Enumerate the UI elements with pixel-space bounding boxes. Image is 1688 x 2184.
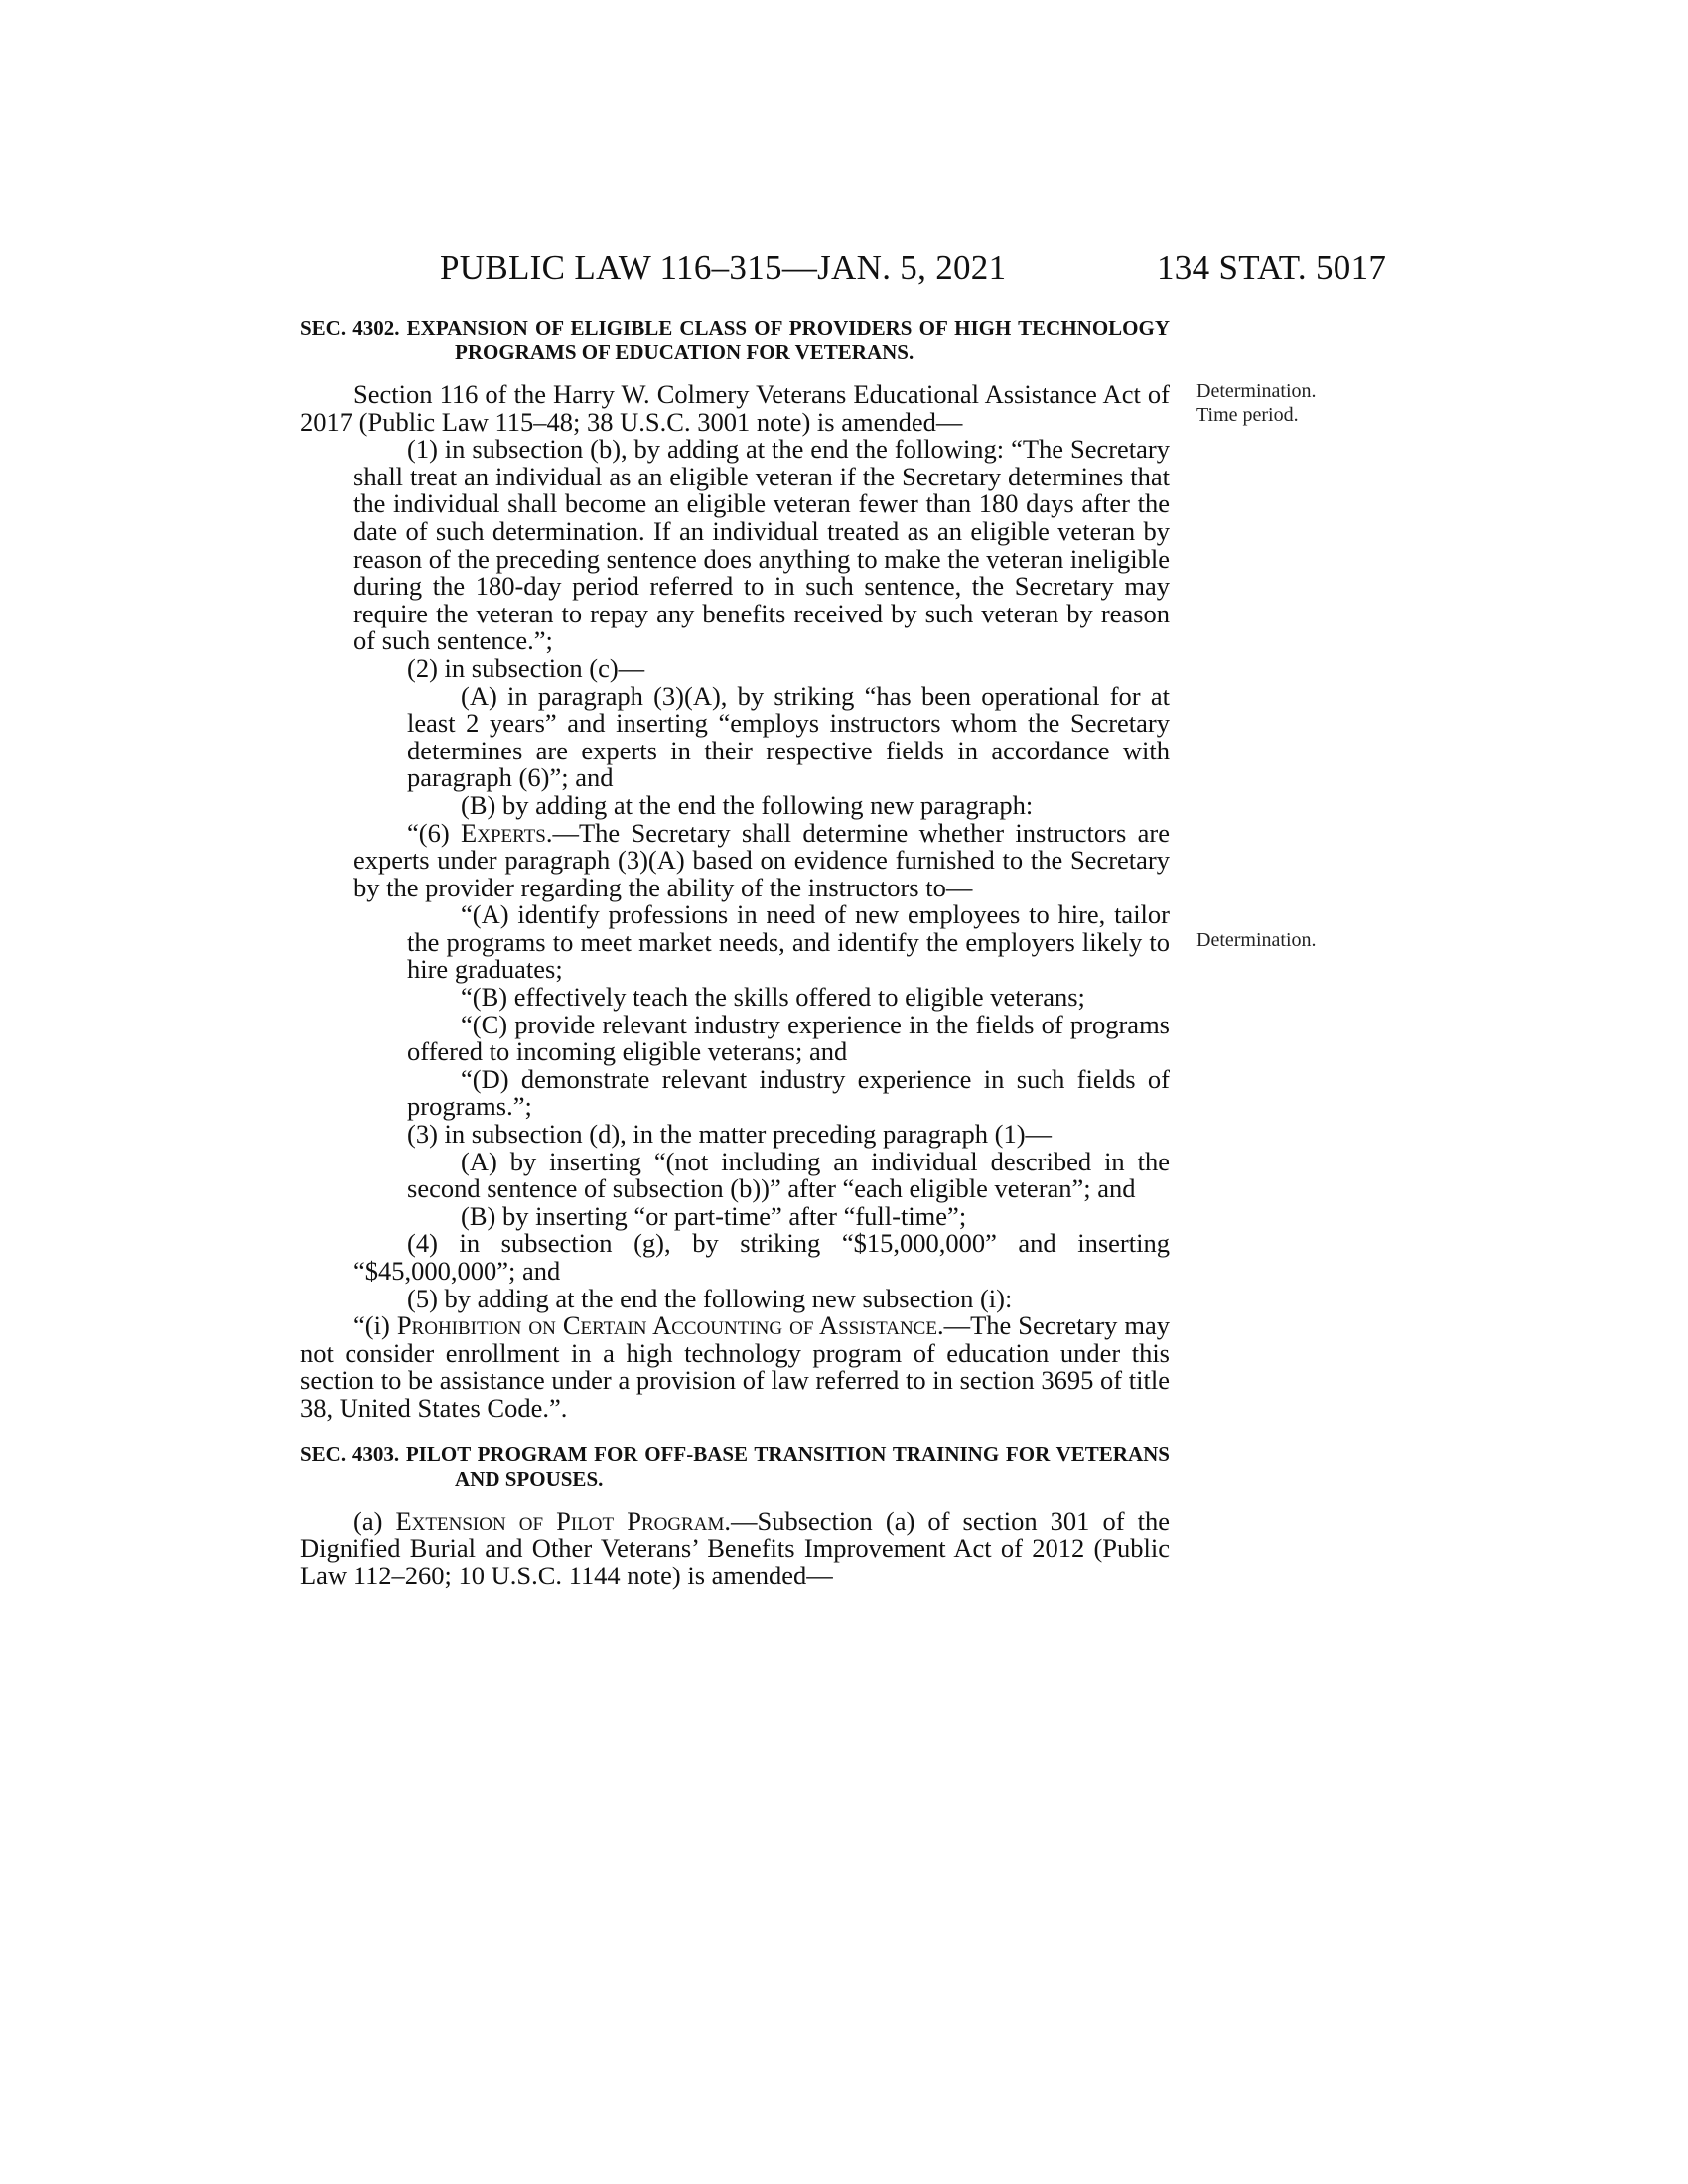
section-4302-heading: SEC. 4302. EXPANSION OF ELIGIBLE CLASS OF PROVIDERS OF HIGH TECHNOLOGY PROGRAMS OF EDUCATION FOR VETERANS. xyxy=(300,316,1170,364)
section-4303-heading: SEC. 4303. PILOT PROGRAM FOR OFF-BASE TRANSITION TRAINING FOR VETERANS AND SPOUSES. xyxy=(300,1441,1170,1491)
section-4302-intro: Section 116 of the Harry W. Colmery Veterans Educational Assistance Act of 2017 (Public Law 115–48; 38 U.S.C. 3001 note) is amended— xyxy=(300,379,1170,437)
paragraph-6-d: “(D) demonstrate relevant industry experience in such fields of programs.”; xyxy=(407,1063,1170,1122)
paragraph-2: (2) in subsection (c)— xyxy=(407,652,645,683)
paragraph-6-experts xyxy=(300,817,1170,902)
section-4303-a-open: (a) xyxy=(353,1505,396,1536)
paragraph-3-a: (A) by inserting “(not including an individual described in the second sentence of subsection (b))” after “each eligible veteran”; and xyxy=(407,1146,1170,1204)
paragraph-5: (5) by adding at the end the following new subsection (i): xyxy=(407,1283,1013,1313)
section-4303-a-caption: Extension of Pilot Program xyxy=(395,1505,725,1536)
paragraph-2-b: (B) by adding at the end the following new paragraph: xyxy=(461,789,1034,820)
section-4303-a xyxy=(300,1505,1171,1590)
paragraph-6-a: “(A) identify professions in need of new employees to hire, tailor the programs to meet market needs, and identify the employers likely to hire graduates; xyxy=(407,899,1170,985)
paragraph-4: (4) in subsection (g), by striking “$15,000,000” and inserting “$45,000,000”; and xyxy=(353,1228,1170,1286)
margin-note-line: Determination. xyxy=(1196,929,1317,951)
margin-note-determination-time-period xyxy=(1196,379,1355,427)
paragraph-3-b: (B) by inserting “or part-time” after “full-time”; xyxy=(461,1200,967,1231)
running-head: PUBLIC LAW 116–315—JAN. 5, 2021 xyxy=(440,248,1007,287)
paragraph-6-caption: Experts xyxy=(461,817,546,848)
subsection-i-open: “(i) xyxy=(353,1310,397,1341)
paragraph-1: (1) in subsection (b), by adding at the end the following: “The Secretary shall treat an individual as an eligible veteran if the Secretary determines that the individual shall become an eligible veteran fewer than 180 days after the date of such determination. If an individual treated as an eligible veteran by reason of the preceding sentence does anything to make the veteran ineligible during the 180-day period referred to in such sentence, the Secretary may require the veteran to repay any benefits received by such veteran by reason of such sentence.”; xyxy=(353,434,1170,656)
subsection-i-text: .—The Secretary may not consider enrollment in a high technology program of education under this section to be assistance under a provision of law referred to in section 3695 of title 38, United States Code.”. xyxy=(300,1310,1170,1423)
paragraph-6-b: “(B) effectively teach the skills offered to eligible veterans; xyxy=(461,982,1085,1013)
section-4303-a-text: .—Subsection (a) of section 301 of the Dignified Burial and Other Veterans’ Benefits Improvement Act of 2012 (Public Law 112–260; 10 U.S.C. 1144 note) is amended— xyxy=(300,1505,1171,1590)
paragraph-6-c: “(C) provide relevant industry experience in the fields of programs offered to incoming eligible veterans; and xyxy=(407,1009,1170,1067)
paragraph-3: (3) in subsection (d), in the matter preceding paragraph (1)— xyxy=(407,1119,1053,1150)
paragraph-6-open: “(6) xyxy=(407,817,462,848)
page-number: 134 STAT. 5017 xyxy=(1157,248,1387,287)
paragraph-2-a: (A) in paragraph (3)(A), by striking “has been operational for at least 2 years” and inserting “employs instructors whom the Secretary determines are experts in their respective fields in accordance with paragraph (6)”; and xyxy=(407,680,1170,793)
margin-note-line: Determination. xyxy=(1196,380,1317,402)
margin-note-line: Time period. xyxy=(1196,404,1299,426)
body-text xyxy=(300,316,1170,1589)
margin-note-determination xyxy=(1196,928,1355,952)
paragraph-6-text: .—The Secretary shall determine whether instructors are experts under paragraph (3)(A) based on evidence furnished to the Secretary by the provider regarding the ability of the instructors to— xyxy=(353,817,1170,902)
subsection-i xyxy=(300,1312,1170,1422)
subsection-i-caption: Prohibition on Certain Accounting of Assistance xyxy=(396,1310,937,1341)
